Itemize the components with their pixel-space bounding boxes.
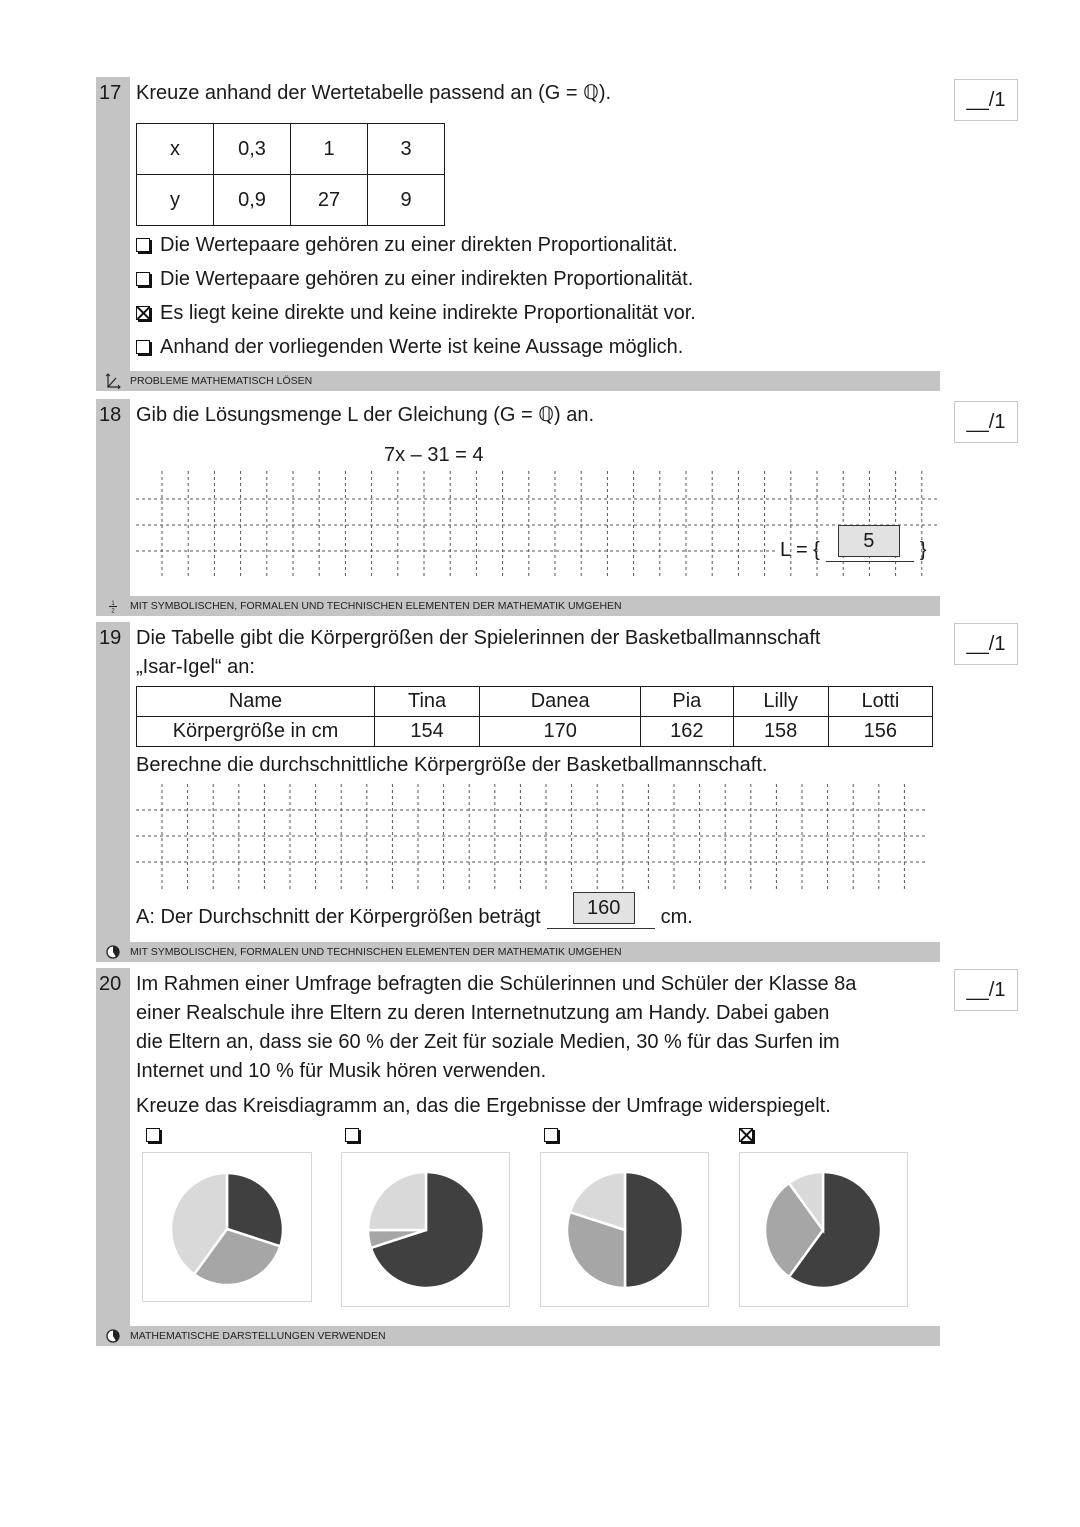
table-cell: 154 [375, 717, 480, 747]
table-header: Pia [641, 687, 733, 717]
pie-icon [96, 945, 130, 959]
task-sidebar [96, 399, 130, 596]
task-number: 20 [99, 973, 122, 995]
equation: 7x – 31 = 4 [384, 444, 484, 466]
checkbox[interactable] [136, 340, 150, 354]
average-answer-box[interactable]: 160 [573, 892, 635, 924]
competency-bar [96, 1326, 940, 1346]
task-17 [96, 77, 940, 391]
task-18 [96, 399, 940, 616]
task-number: 18 [99, 404, 122, 426]
task-question-line: Im Rahmen einer Umfrage befragten die Schülerinnen und Schüler der Klasse 8a [136, 973, 857, 995]
competency-bar [96, 371, 940, 391]
competency-label: MIT SYMBOLISCHEN, FORMALEN UND TECHNISCHEN ELEMENTEN DER MATHEMATIK UMGEHEN [130, 946, 622, 958]
task-question-line: einer Realschule ihre Eltern zu deren Internetnutzung am Handy. Dabei gaben [136, 1002, 830, 1024]
task-number: 17 [99, 82, 122, 104]
table-cell: 158 [733, 717, 828, 747]
task-question-line: Internet und 10 % für Musik hören verwenden. [136, 1060, 547, 1082]
table-header: Lilly [733, 687, 828, 717]
pie-option-checkbox[interactable] [146, 1128, 160, 1142]
task-19 [96, 622, 940, 962]
table-header: Danea [480, 687, 641, 717]
table-cell: 9 [368, 175, 445, 226]
table-cell: 0,3 [214, 124, 291, 175]
table-cell: Körpergröße in cm [137, 717, 375, 747]
option-no-proportionality[interactable] [136, 296, 940, 330]
score-box[interactable]: __/1 [954, 623, 1018, 665]
task-sidebar [96, 622, 130, 942]
option-label: Die Wertepaare gehören zu einer indirekten Proportionalität. [160, 268, 694, 290]
table-cell: 1 [291, 124, 368, 175]
table-cell: 3 [368, 124, 445, 175]
table-cell: 27 [291, 175, 368, 226]
competency-label: MIT SYMBOLISCHEN, FORMALEN UND TECHNISCHEN ELEMENTEN DER MATHEMATIK UMGEHEN [130, 600, 622, 612]
task-question-line: die Eltern an, dass sie 60 % der Zeit für soziale Medien, 30 % für das Surfen im [136, 1031, 840, 1053]
pie-option-checkbox[interactable] [345, 1128, 359, 1142]
solution-answer-box[interactable]: 5 [838, 525, 900, 557]
competency-bar [96, 942, 940, 962]
checkbox[interactable] [136, 238, 150, 252]
solution-set [780, 529, 927, 562]
pie-chart [555, 1160, 695, 1300]
table-cell: x [137, 124, 214, 175]
option-label: Es liegt keine direkte und keine indirekte Proportionalität vor. [160, 302, 696, 324]
option-indirect-proportionality[interactable] [136, 262, 940, 296]
task-sidebar [96, 968, 130, 1326]
task-question: Kreuze anhand der Wertetabelle passend an (G = ℚ). [136, 82, 612, 104]
score-box[interactable]: __/1 [954, 401, 1018, 443]
solution-prefix: L = { [780, 539, 820, 561]
pie-chart [157, 1159, 297, 1299]
competency-label: PROBLEME MATHEMATISCH LÖSEN [130, 375, 313, 387]
table-cell: 162 [641, 717, 733, 747]
pie-option-checkbox-checked[interactable] [739, 1128, 753, 1142]
checkbox-checked[interactable] [136, 306, 150, 320]
option-label: Die Wertepaare gehören zu einer direkten Proportionalität. [160, 234, 678, 256]
option-label: Anhand der vorliegenden Werte ist keine Aussage möglich. [160, 336, 684, 358]
answer-prefix: A: Der Durchschnitt der Körpergrößen beträgt [136, 906, 541, 928]
table-header: Name [137, 687, 375, 717]
answer-sentence [136, 896, 693, 929]
pie-chart [356, 1160, 496, 1300]
svg-text:1: 1 [111, 601, 115, 607]
pie-icon [96, 1329, 130, 1343]
solution-suffix: } [919, 539, 927, 561]
answer-suffix: cm. [660, 906, 693, 928]
checkbox[interactable] [136, 272, 150, 286]
competency-label: MATHEMATISCHE DARSTELLUNGEN VERWENDEN [130, 1330, 386, 1342]
task-question: Gib die Lösungsmenge L der Gleichung (G = ℚ) an. [136, 404, 595, 426]
score-box[interactable]: __/1 [954, 969, 1018, 1011]
height-table [136, 686, 933, 747]
axes-icon [96, 373, 130, 389]
task-question-cont: „Isar-Igel“ an: [136, 656, 255, 678]
table-cell: 0,9 [214, 175, 291, 226]
instruction: Kreuze das Kreisdiagramm an, das die Ergebnisse der Umfrage widerspiegelt. [136, 1095, 831, 1117]
score-box[interactable]: __/1 [954, 79, 1018, 121]
table-header: Tina [375, 687, 480, 717]
pie-option-checkbox[interactable] [544, 1128, 558, 1142]
task-20 [96, 968, 940, 1346]
option-no-statement[interactable] [136, 330, 940, 364]
scratch-grid[interactable] [136, 784, 928, 892]
instruction: Berechne die durchschnittliche Körpergröße der Basketballmannschaft. [136, 754, 768, 776]
competency-bar [96, 596, 940, 616]
fraction-icon [96, 599, 130, 613]
table-cell: 156 [828, 717, 932, 747]
task-sidebar [96, 77, 130, 371]
value-table [136, 123, 445, 226]
table-header: Lotti [828, 687, 932, 717]
scratch-grid[interactable] [136, 471, 940, 579]
task-question: Die Tabelle gibt die Körpergrößen der Spielerinnen der Basketballmannschaft [136, 627, 821, 649]
svg-text:2: 2 [111, 608, 115, 613]
table-cell: y [137, 175, 214, 226]
option-direct-proportionality[interactable] [136, 228, 940, 262]
task-number: 19 [99, 627, 122, 649]
pie-chart [753, 1160, 893, 1300]
table-cell: 170 [480, 717, 641, 747]
